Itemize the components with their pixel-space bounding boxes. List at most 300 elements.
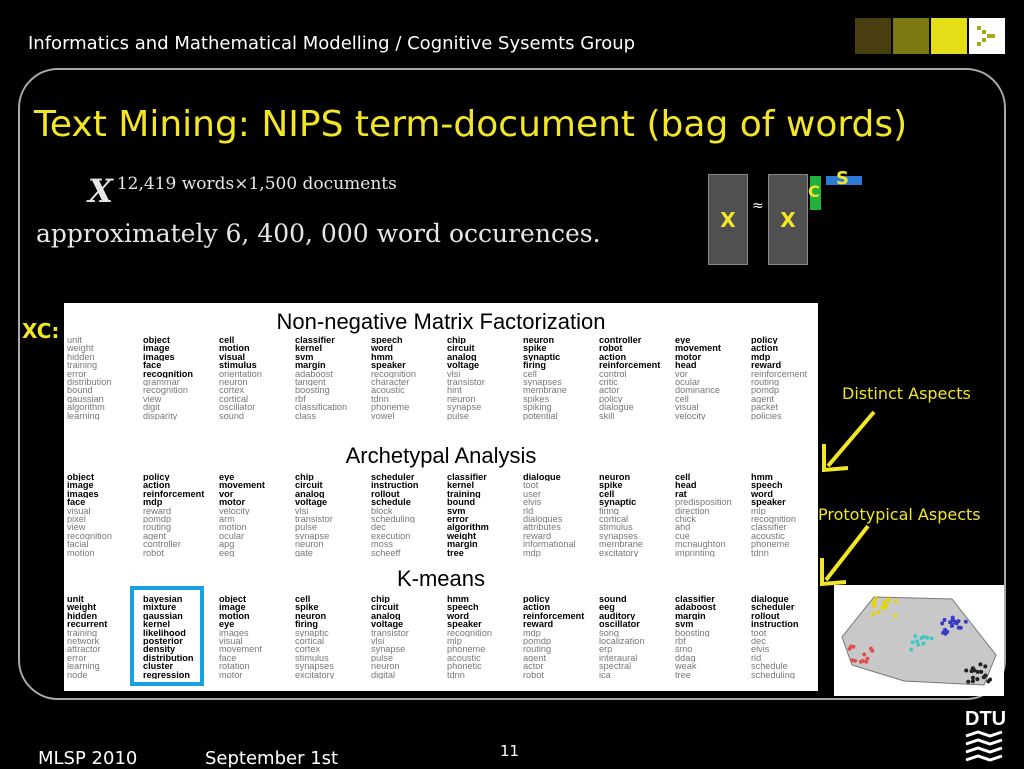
nmf-word: policies	[751, 411, 782, 421]
aa-word: user	[523, 489, 541, 499]
aa-word: dialogues	[523, 515, 563, 524]
km-word: gaussian	[143, 611, 183, 621]
km-word: unit	[67, 595, 84, 604]
nmf-word: reinforcement	[599, 361, 661, 370]
km-word: mixture	[143, 603, 177, 612]
km-word: rotation	[219, 662, 250, 671]
km-word: visual	[219, 637, 243, 646]
km-word: agent	[523, 653, 546, 663]
scatter-point	[876, 610, 880, 614]
nmf-word: potential	[523, 411, 558, 421]
nmf-word: oscillator	[219, 403, 256, 412]
km-word: toot	[751, 628, 767, 638]
aa-word: synaptic	[599, 498, 637, 507]
km-word: neuron	[295, 611, 327, 621]
nmf-word: controller	[599, 336, 642, 345]
km-word: density	[143, 645, 176, 654]
nmf-column	[219, 336, 295, 420]
scatter-point	[921, 642, 925, 646]
km-word: acoustic	[447, 653, 481, 663]
km-word: tree	[675, 670, 691, 680]
nmf-word: cortex	[219, 386, 245, 395]
km-word: sound	[599, 595, 627, 604]
aa-word: analog	[295, 489, 325, 499]
km-word: rbf	[675, 637, 686, 646]
nmf-word: digit	[143, 403, 160, 412]
aa-word: pixel	[67, 515, 86, 524]
nmf-word: action	[751, 344, 779, 353]
aa-word: speech	[751, 481, 783, 490]
aa-word: speaker	[751, 498, 786, 507]
aa-word: policy	[143, 473, 170, 482]
aa-word: bound	[447, 498, 476, 507]
nmf-word: training	[67, 361, 98, 370]
km-word: vlsi	[371, 637, 385, 646]
km-word: movement	[219, 645, 262, 654]
aa-word: acoustic	[751, 531, 785, 541]
slide-title: Text Mining: NIPS term-document (bag of words)	[34, 104, 908, 145]
nmf-word: disparity	[143, 411, 178, 421]
nmf-word: adaboost	[295, 369, 333, 379]
aa-word: reward	[523, 531, 552, 541]
aa-word: word	[751, 489, 773, 499]
nmf-word: hmm	[371, 352, 393, 362]
aa-word: mdp	[523, 548, 541, 558]
nmf-column	[523, 336, 599, 420]
nmf-word: motor	[675, 352, 702, 362]
nmf-word: ocular	[675, 378, 701, 387]
prototypical-arrow-icon	[814, 522, 884, 592]
aa-word-grid	[67, 473, 827, 557]
aa-word: hmm	[751, 473, 773, 482]
aa-word: eeg	[219, 548, 235, 558]
aa-word: algorithm	[447, 523, 489, 532]
page-number: 11	[500, 742, 520, 760]
aa-column	[219, 473, 295, 557]
aa-word: controller	[143, 540, 181, 549]
nmf-word: eye	[675, 336, 691, 345]
scatter-point	[913, 634, 917, 638]
aa-word: chip	[295, 473, 314, 482]
aa-word: motion	[219, 523, 247, 532]
aa-word: neuron	[599, 473, 631, 482]
km-word: reinforcement	[523, 611, 585, 621]
aa-word: classifier	[751, 523, 787, 532]
dtu-logo-icon	[962, 703, 1010, 765]
aa-word: pomdp	[143, 515, 172, 524]
km-word: policy	[523, 595, 550, 604]
nmf-word: motion	[219, 344, 250, 353]
km-word: eeg	[599, 603, 615, 612]
nmf-word: transistor	[447, 378, 485, 387]
nmf-word: cortical	[219, 394, 249, 404]
nmf-word: weight	[67, 344, 94, 353]
km-word: margin	[675, 611, 706, 621]
scatter-point	[975, 677, 979, 681]
logo-square-1	[855, 18, 891, 54]
nmf-word: firing	[523, 361, 546, 370]
aa-word: rollout	[371, 489, 400, 499]
nmf-word: spiking	[523, 403, 552, 412]
nmf-word: character	[371, 378, 410, 387]
km-word: rld	[751, 653, 762, 663]
aa-word: synapses	[599, 531, 638, 541]
aa-word: face	[67, 498, 86, 507]
km-column	[675, 595, 751, 679]
nmf-word-grid	[67, 336, 827, 420]
km-column	[751, 595, 827, 679]
nmf-word: cell	[523, 369, 537, 379]
nmf-word: visual	[219, 352, 246, 362]
nmf-word: images	[143, 352, 175, 362]
km-word: phonetic	[447, 662, 482, 671]
aa-word: eye	[219, 473, 235, 482]
aa-word: elvis	[523, 498, 542, 507]
nmf-word: visual	[675, 403, 699, 412]
nmf-word: agent	[751, 394, 774, 404]
km-word: cortical	[295, 637, 325, 646]
nmf-word: view	[143, 394, 162, 404]
nmf-word: object	[143, 336, 171, 345]
scatter-point	[964, 669, 968, 673]
aa-word: movement	[219, 481, 265, 490]
km-word: auditory	[599, 611, 636, 621]
aa-word: moss	[371, 540, 393, 549]
dotted-arrow-icon	[969, 18, 1005, 54]
nmf-word: face	[143, 361, 162, 370]
aa-word: mdp	[143, 498, 163, 507]
aa-word: cell	[599, 489, 615, 499]
aa-word: stimulus	[599, 523, 633, 532]
nmf-word: speech	[371, 336, 403, 345]
dtu-logo	[962, 703, 1010, 765]
km-word: oscillator	[599, 620, 640, 629]
aa-word: object	[67, 473, 95, 482]
results-figure	[64, 303, 818, 691]
km-word: svm	[675, 620, 694, 629]
scatter-point	[930, 637, 934, 641]
nmf-word: error	[67, 369, 87, 379]
aa-word: facial	[67, 540, 89, 549]
nmf-word: margin	[295, 361, 326, 370]
km-word: instruction	[751, 620, 799, 629]
nmf-word: algorithm	[67, 403, 105, 412]
nmf-word: class	[295, 411, 316, 421]
aa-word: cortical	[599, 515, 629, 524]
km-word: neuron	[371, 662, 400, 671]
scatter-point	[955, 621, 959, 625]
km-word: training	[67, 628, 98, 638]
nmf-column	[599, 336, 675, 420]
km-word: phoneme	[447, 645, 486, 654]
aa-word: voltage	[295, 498, 328, 507]
km-word: routing	[523, 645, 552, 654]
km-column	[599, 595, 675, 679]
km-word: likelihood	[143, 628, 186, 638]
scatter-point	[983, 664, 987, 668]
scatter-point	[874, 597, 878, 601]
nmf-word: synapse	[447, 403, 482, 412]
nmf-word: kernel	[295, 344, 323, 353]
aa-word: tdnn	[751, 548, 769, 558]
aa-word: dec	[371, 523, 386, 532]
km-word: speech	[447, 603, 479, 612]
km-word: mlp	[447, 637, 462, 646]
aa-word: tree	[447, 548, 464, 558]
nmf-word: spike	[523, 344, 547, 353]
nmf-word: reward	[751, 361, 782, 370]
aa-word: view	[67, 523, 86, 532]
nmf-word: distribution	[67, 378, 112, 387]
km-word: speaker	[447, 620, 482, 629]
km-word: pomdp	[523, 637, 552, 646]
nmf-word: analog	[447, 352, 477, 362]
aa-word: apg	[219, 540, 235, 549]
nmf-word: neuron	[523, 336, 555, 345]
aa-word: mlp	[751, 506, 766, 516]
nmf-word: synaptic	[523, 352, 561, 362]
nmf-word: vor	[675, 369, 688, 379]
km-word: synapses	[295, 662, 334, 671]
km-word: spectral	[599, 662, 632, 671]
aa-word: classifier	[447, 473, 487, 482]
nmf-word: membrane	[523, 386, 567, 395]
aa-word: imprinting	[675, 548, 715, 558]
aa-word: reward	[143, 506, 172, 516]
nmf-word: neuron	[219, 378, 248, 387]
km-word: firing	[295, 620, 318, 629]
nmf-word: mdp	[751, 352, 771, 362]
scatter-point	[916, 643, 920, 647]
matrix-superscript: 12,419 words×1,500 documents	[116, 174, 397, 194]
nmf-word: head	[675, 361, 697, 370]
aa-word: head	[675, 481, 697, 490]
nmf-word: word	[371, 344, 393, 353]
aa-word: image	[67, 481, 94, 490]
scatter-point	[964, 620, 968, 624]
aa-word: pulse	[295, 523, 317, 532]
nmf-column	[371, 336, 447, 420]
nmf-word: velocity	[675, 411, 706, 421]
nmf-word: orientation	[219, 369, 262, 379]
nmf-word: movement	[675, 344, 721, 353]
aa-word: agent	[143, 531, 166, 541]
scatter-point	[920, 636, 924, 640]
km-word: hmm	[447, 595, 469, 604]
footer-date: September 1st	[205, 748, 339, 769]
km-word: rollout	[751, 611, 780, 621]
scatter-point	[861, 659, 865, 663]
scatter-point	[884, 605, 888, 609]
km-word: regression	[143, 670, 190, 680]
km-word: cell	[295, 595, 311, 604]
scatter-point	[940, 621, 944, 625]
nmf-word: phoneme	[371, 403, 410, 412]
km-word: schedule	[751, 662, 788, 671]
xc-label: XC:	[22, 319, 60, 343]
nmf-word: synapses	[523, 378, 562, 387]
scatter-point	[950, 623, 954, 627]
km-word: images	[219, 628, 249, 638]
nmf-column	[67, 336, 143, 420]
nmf-word: acoustic	[371, 386, 405, 395]
aa-word: weight	[447, 531, 477, 541]
km-word: pulse	[371, 653, 393, 663]
scatter-point	[966, 680, 970, 684]
logo-square-3	[931, 18, 967, 54]
scatter-point	[853, 659, 857, 663]
logo-square-4	[969, 18, 1005, 54]
nmf-word: chip	[447, 336, 466, 345]
aa-word: transistor	[295, 515, 333, 524]
nmf-word: tangent	[295, 378, 326, 387]
aa-word: cell	[675, 473, 691, 482]
km-word: transistor	[371, 628, 409, 638]
nmf-word: cell	[675, 394, 689, 404]
aa-column	[599, 473, 675, 557]
nmf-word: image	[143, 344, 170, 353]
km-word: hidden	[67, 611, 98, 621]
km-word: kernel	[143, 620, 171, 629]
km-word: bayesian	[143, 595, 183, 604]
nmf-word: classifier	[295, 336, 335, 345]
km-word: voltage	[371, 620, 404, 629]
aa-word: execution	[371, 531, 411, 541]
aa-word: scheduling	[371, 515, 415, 524]
km-word: tdnn	[447, 670, 465, 680]
km-word: digital	[371, 670, 396, 680]
aa-word: instruction	[371, 481, 419, 490]
aa-word: circuit	[295, 481, 323, 490]
aa-word: recognition	[67, 531, 112, 541]
dtu-logo-text: DTU	[965, 708, 1007, 730]
prototypical-aspects-label: Prototypical Aspects	[818, 505, 981, 524]
km-word: excitatory	[295, 670, 335, 680]
aa-word: mcnaughton	[675, 540, 726, 549]
nmf-word: circuit	[447, 344, 475, 353]
km-word: scheduling	[751, 670, 795, 680]
aa-word: toot	[523, 481, 539, 490]
km-word: synapse	[371, 645, 406, 654]
aa-word: robot	[143, 548, 164, 558]
km-word: spike	[295, 603, 319, 612]
nmf-word: pomdp	[751, 386, 780, 395]
scatter-point	[957, 626, 961, 630]
scatter-point	[979, 670, 983, 674]
matrix-x-right	[768, 174, 808, 265]
aa-word: dialogue	[523, 473, 561, 482]
aa-word: ahd	[675, 523, 691, 532]
nmf-word: hidden	[67, 352, 95, 362]
aa-word: svm	[447, 506, 466, 516]
aa-word: images	[67, 489, 99, 499]
nmf-word: skill	[599, 411, 615, 421]
km-word: boosting	[675, 628, 710, 638]
logo-square-2	[893, 18, 929, 54]
km-column	[371, 595, 447, 679]
nmf-word: unit	[67, 336, 82, 345]
aa-word: ocular	[219, 531, 245, 541]
aa-word: firing	[599, 506, 619, 516]
scatter-point	[871, 612, 875, 616]
nmf-word: control	[599, 369, 627, 379]
scatter-point	[988, 678, 992, 682]
matrix-c-label: C	[808, 182, 820, 201]
nmf-word: cell	[219, 336, 235, 345]
aa-word: informational	[523, 540, 576, 549]
scatter-point	[911, 640, 915, 644]
aa-column	[143, 473, 219, 557]
aa-word: excitatory	[599, 548, 639, 558]
km-word: elvis	[751, 645, 770, 654]
aa-word: action	[143, 481, 171, 490]
scatter-point	[893, 614, 897, 618]
nmf-column	[143, 336, 219, 420]
km-word: motion	[219, 611, 250, 621]
aa-word: vor	[219, 489, 234, 499]
scatter-point	[849, 644, 853, 648]
km-word: word	[447, 611, 469, 621]
km-word: adaboost	[675, 603, 716, 612]
matrix-dimension	[88, 172, 397, 210]
aa-column	[523, 473, 599, 557]
km-word: classifier	[675, 595, 715, 604]
nmf-column	[447, 336, 523, 420]
aa-word: schedule	[371, 498, 411, 507]
km-column	[523, 595, 599, 679]
nmf-word: voltage	[447, 361, 480, 370]
km-word: ddag	[675, 653, 696, 663]
km-word: synaptic	[295, 628, 329, 638]
nmf-word: boosting	[295, 386, 330, 395]
scatter-point	[945, 630, 949, 634]
aa-word: rld	[523, 506, 534, 516]
nmf-word: policy	[599, 394, 623, 404]
km-word: recurrent	[67, 620, 108, 629]
km-word: recognition	[447, 628, 492, 638]
scatter-point	[925, 636, 929, 640]
km-word: error	[67, 653, 87, 663]
km-word: object	[219, 595, 247, 604]
scatter-point	[971, 679, 975, 683]
aa-word: predisposition	[675, 498, 732, 507]
nmf-word: svm	[295, 352, 314, 362]
aa-word: gate	[295, 548, 313, 558]
aa-word: spike	[599, 481, 623, 490]
aa-word: neuron	[295, 540, 324, 549]
nmf-word: bound	[67, 386, 93, 395]
aa-column	[371, 473, 447, 557]
nmf-word: grammar	[143, 378, 180, 387]
km-word: erp	[599, 645, 613, 654]
km-word: smo	[675, 645, 693, 654]
nmf-word: vowel	[371, 411, 395, 421]
scatter-point	[941, 631, 945, 635]
aa-word: routing	[143, 523, 172, 532]
scatter-point	[894, 599, 898, 603]
km-word: localization	[599, 637, 645, 646]
km-column	[219, 595, 295, 679]
scatter-point	[951, 616, 955, 620]
km-word: node	[67, 670, 88, 680]
km-word: ica	[599, 670, 611, 680]
aa-word: membrane	[599, 540, 643, 549]
nmf-word: tdnn	[371, 394, 389, 404]
nmf-word: routing	[751, 378, 780, 387]
nmf-word: learning	[67, 411, 100, 421]
scatter-point	[943, 618, 947, 622]
header-org: Informatics and Mathematical Modelling / Cognitive Sysemts Group	[28, 33, 636, 54]
